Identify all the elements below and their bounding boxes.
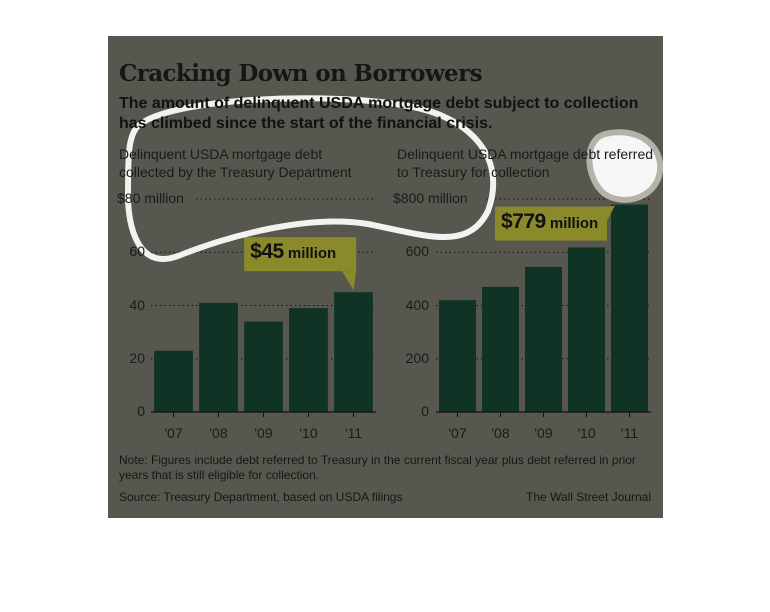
right-y-tick-label: 0 — [421, 403, 429, 419]
chart-subtitle: The amount of delinquent USDA mortgage debt subject to collection has climbed since the start of the financial crisis. — [119, 95, 639, 132]
right-y-tick-label: 400 — [405, 296, 429, 313]
bar — [611, 205, 648, 412]
callout-unit: million — [283, 245, 337, 263]
right-x-tick-label: '07 — [448, 425, 467, 441]
left-panel-title: Delinquent USDA mortgage debt collected by the Treasury Department — [119, 146, 352, 180]
chart-note: Note: Figures include debt referred to Treasury in the current fiscal year plus debt referred in prior years that is still eligible for collection. — [119, 453, 636, 482]
right-panel-title: Delinquent USDA mortgage debt referred to Treasury for collection — [397, 146, 654, 180]
left-top-unit-label: $80 million — [117, 190, 184, 206]
bar — [568, 247, 605, 412]
callout-value: $779 — [501, 209, 546, 233]
left-y-tick-label: 0 — [137, 403, 145, 419]
left-y-tick-label: 20 — [129, 349, 145, 366]
callout-unit: million — [545, 214, 599, 232]
callout-value: $45 — [250, 240, 284, 264]
left-x-tick-label: '11 — [344, 425, 363, 441]
right-value-callout — [501, 210, 598, 234]
left-value-callout — [250, 240, 336, 264]
callout-pointer — [342, 271, 356, 290]
right-x-tick-label: '11 — [620, 425, 639, 441]
left-x-tick-label: '08 — [209, 425, 228, 441]
left-x-tick-label: '07 — [164, 425, 183, 441]
bar — [154, 351, 193, 412]
chart-credit: The Wall Street Journal — [526, 490, 651, 504]
left-x-tick-label: '09 — [254, 425, 273, 441]
left-y-tick-label: 60 — [129, 243, 145, 260]
bar — [525, 267, 562, 412]
bar — [334, 292, 373, 412]
left-y-tick-label: 40 — [129, 296, 145, 313]
right-y-tick-label: 200 — [405, 349, 429, 366]
bar — [244, 321, 283, 412]
left-x-tick-label: '10 — [299, 425, 318, 441]
chart-title: Cracking Down on Borrowers — [119, 60, 482, 87]
right-x-tick-label: '10 — [577, 425, 596, 441]
right-y-tick-label: 600 — [405, 243, 429, 260]
bar — [482, 287, 519, 412]
bar — [199, 303, 238, 412]
bar — [439, 300, 476, 412]
right-x-tick-label: '08 — [491, 425, 510, 441]
right-top-unit-label: $800 million — [393, 190, 468, 206]
bar — [289, 308, 328, 412]
chart-source: Source: Treasury Department, based on USDA filings — [119, 490, 403, 504]
right-x-tick-label: '09 — [534, 425, 553, 441]
chart-card — [108, 36, 663, 518]
